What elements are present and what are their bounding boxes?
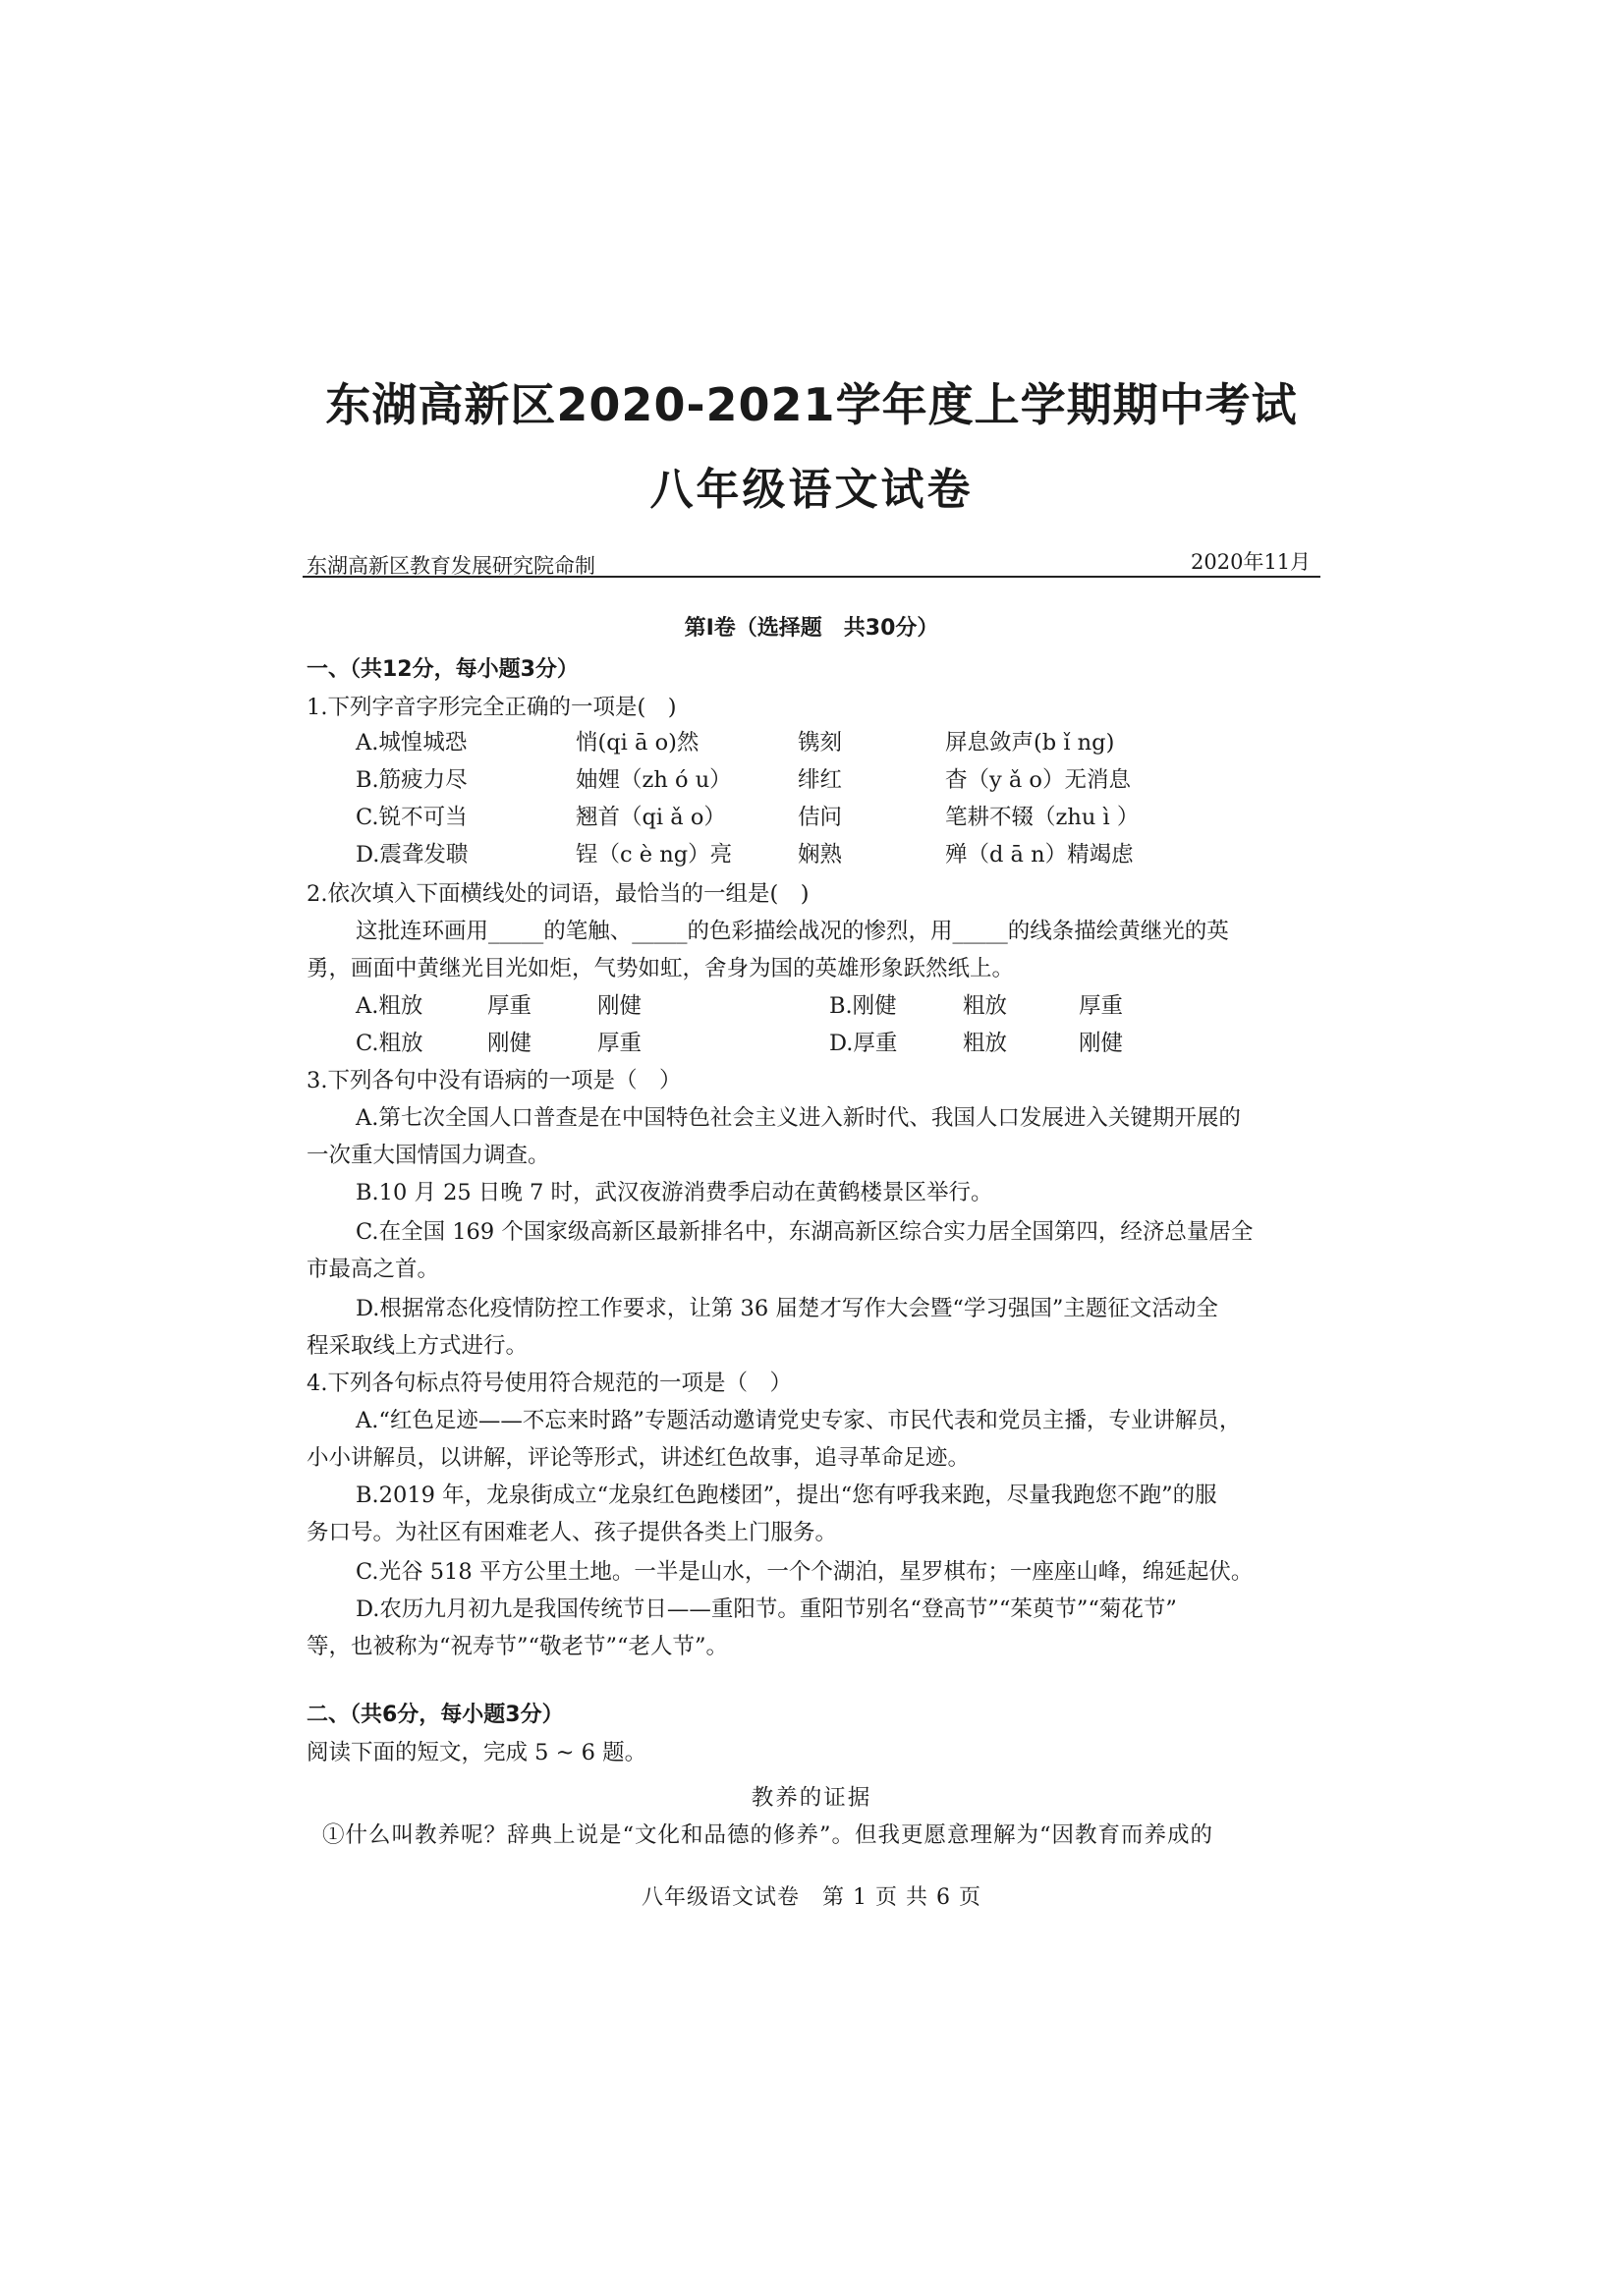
q4-option-b-line2: 务口号。为社区有困难老人、孩子提供各类上门服务。 [307, 1520, 838, 1545]
q4-option-a-line1: A.“红色足迹——不忘来时路”专题活动邀请党史专家、市民代表和党员主播，专业讲解员， [356, 1408, 1242, 1433]
q1-option-d-word2: 锃（c è ng）亮 [576, 842, 733, 868]
q1-option-d-word3: 娴熟 [798, 842, 843, 868]
section2-heading: 二、（共6分，每小题3分） [307, 1703, 564, 1727]
q2-option-d-word3: 刚健 [1079, 1031, 1124, 1056]
author-label: 东湖高新区教育发展研究院命制 [307, 554, 595, 578]
q1-option-a-word3: 镌刻 [798, 730, 843, 756]
q2-stem: 2.依次填入下面横线处的词语，最恰当的一组是( ) [307, 881, 810, 907]
q1-option-b-word3: 绯红 [798, 767, 843, 793]
q1-option-c-word4: 笔耕不辍（zhu ì ） [945, 805, 1140, 830]
q2-option-d-word2: 粗放 [963, 1031, 1008, 1056]
page-footer: 八年级语文试卷 第 1 页 共 6 页 [642, 1885, 981, 1910]
article-title: 教养的证据 [751, 1785, 872, 1811]
q1-option-a-word2: 悄(qi ā o)然 [576, 730, 700, 756]
q1-option-b-word4: 杳（y ǎ o）无消息 [945, 767, 1131, 793]
q4-option-d-line2: 等，也被称为“祝寿节”“敬老节”“老人节”。 [307, 1634, 729, 1659]
q1-option-a-word4: 屏息敛声(b ǐ ng) [945, 730, 1115, 756]
exam-title: 东湖高新区2020-2021学年度上学期期中考试 [325, 378, 1298, 431]
exam-date: 2020年11月 [1191, 550, 1312, 574]
q3-option-c-line2: 市最高之首。 [307, 1257, 440, 1282]
q2-option-c-word1: C.粗放 [356, 1031, 423, 1056]
q1-option-b-word1: B.筋疲力尽 [356, 767, 468, 793]
q3-option-d-line2: 程采取线上方式进行。 [307, 1333, 529, 1359]
q4-stem: 4.下列各句标点符号使用符合规范的一项是（ ） [307, 1371, 792, 1396]
q2-option-c-word3: 厚重 [597, 1031, 643, 1056]
q3-stem: 3.下列各句中没有语病的一项是（ ） [307, 1068, 682, 1093]
q2-option-a-word3: 刚健 [597, 993, 643, 1019]
q4-option-c: C.光谷 518 平方公里土地。一半是山水，一个个湖泊，星罗棋布；一座座山峰，绵延起伏。 [356, 1559, 1254, 1585]
q2-option-d-word1: D.厚重 [829, 1031, 898, 1056]
q1-option-c-word3: 佶问 [798, 805, 843, 830]
exam-subtitle: 八年级语文试卷 [649, 465, 974, 515]
q2-option-a-word2: 厚重 [487, 993, 532, 1019]
q1-option-c-word2: 翘首（qi ǎ o） [576, 805, 726, 830]
q1-option-a-word1: A.城惶城恐 [356, 730, 468, 756]
q1-stem: 1.下列字音字形完全正确的一项是( ) [307, 695, 677, 720]
q2-passage-line2: 勇，画面中黄继光目光如炬，气势如虹，舍身为国的英雄形象跃然纸上。 [307, 956, 1015, 981]
section2-instruction: 阅读下面的短文，完成 5 ~ 6 题。 [307, 1740, 647, 1765]
q2-passage-line1: 这批连环画用_____的笔触、_____的色彩描绘战况的惨烈，用_____的线条描绘黄继光的英 [356, 919, 1229, 944]
q3-option-a-line1: A.第七次全国人口普查是在中国特色社会主义进入新时代、我国人口发展进入关键期开展的 [356, 1105, 1241, 1131]
q2-option-b-word3: 厚重 [1079, 993, 1124, 1019]
q4-option-d-line1: D.农历九月初九是我国传统节日——重阳节。重阳节别名“登高节”“茱萸节”“菊花节” [356, 1596, 1177, 1622]
q2-option-b-word1: B.刚健 [829, 993, 897, 1019]
q1-option-d-word4: 殚（d ā n）精竭虑 [945, 842, 1134, 868]
q3-option-c-line1: C.在全国 169 个国家级高新区最新排名中，东湖高新区综合实力居全国第四，经济总量居全 [356, 1219, 1254, 1245]
q4-option-a-line2: 小小讲解员，以讲解，评论等形式，讲述红色故事，追寻革命足迹。 [307, 1445, 971, 1471]
article-paragraph-1: ①什么叫教养呢？辞典上说是“文化和品德的修养”。但我更愿意理解为“因教育而养成的 [322, 1822, 1214, 1848]
q2-option-a-word1: A.粗放 [356, 993, 423, 1019]
section1-heading: 一、（共12分，每小题3分） [307, 657, 579, 682]
q2-option-c-word2: 刚健 [487, 1031, 532, 1056]
q1-option-b-word2: 妯娌（zh ó u） [576, 767, 732, 793]
q3-option-a-line2: 一次重大国情国力调查。 [307, 1143, 550, 1168]
q3-option-b: B.10 月 25 日晚 7 时，武汉夜游消费季启动在黄鹤楼景区举行。 [356, 1180, 993, 1205]
q1-option-d-word1: D.震聋发聩 [356, 842, 469, 868]
q4-option-b-line1: B.2019 年，龙泉街成立“龙泉红色跑楼团”，提出“您有呼我来跑，尽量我跑您不跑”的服 [356, 1483, 1217, 1508]
part1-heading: 第Ⅰ卷（选择题 共30分） [684, 616, 939, 641]
q3-option-d-line1: D.根据常态化疫情防控工作要求，让第 36 届楚才写作大会暨“学习强国”主题征文活动全 [356, 1296, 1218, 1321]
header-divider [303, 576, 1320, 578]
q2-option-b-word2: 粗放 [963, 993, 1008, 1019]
q1-option-c-word1: C.锐不可当 [356, 805, 468, 830]
